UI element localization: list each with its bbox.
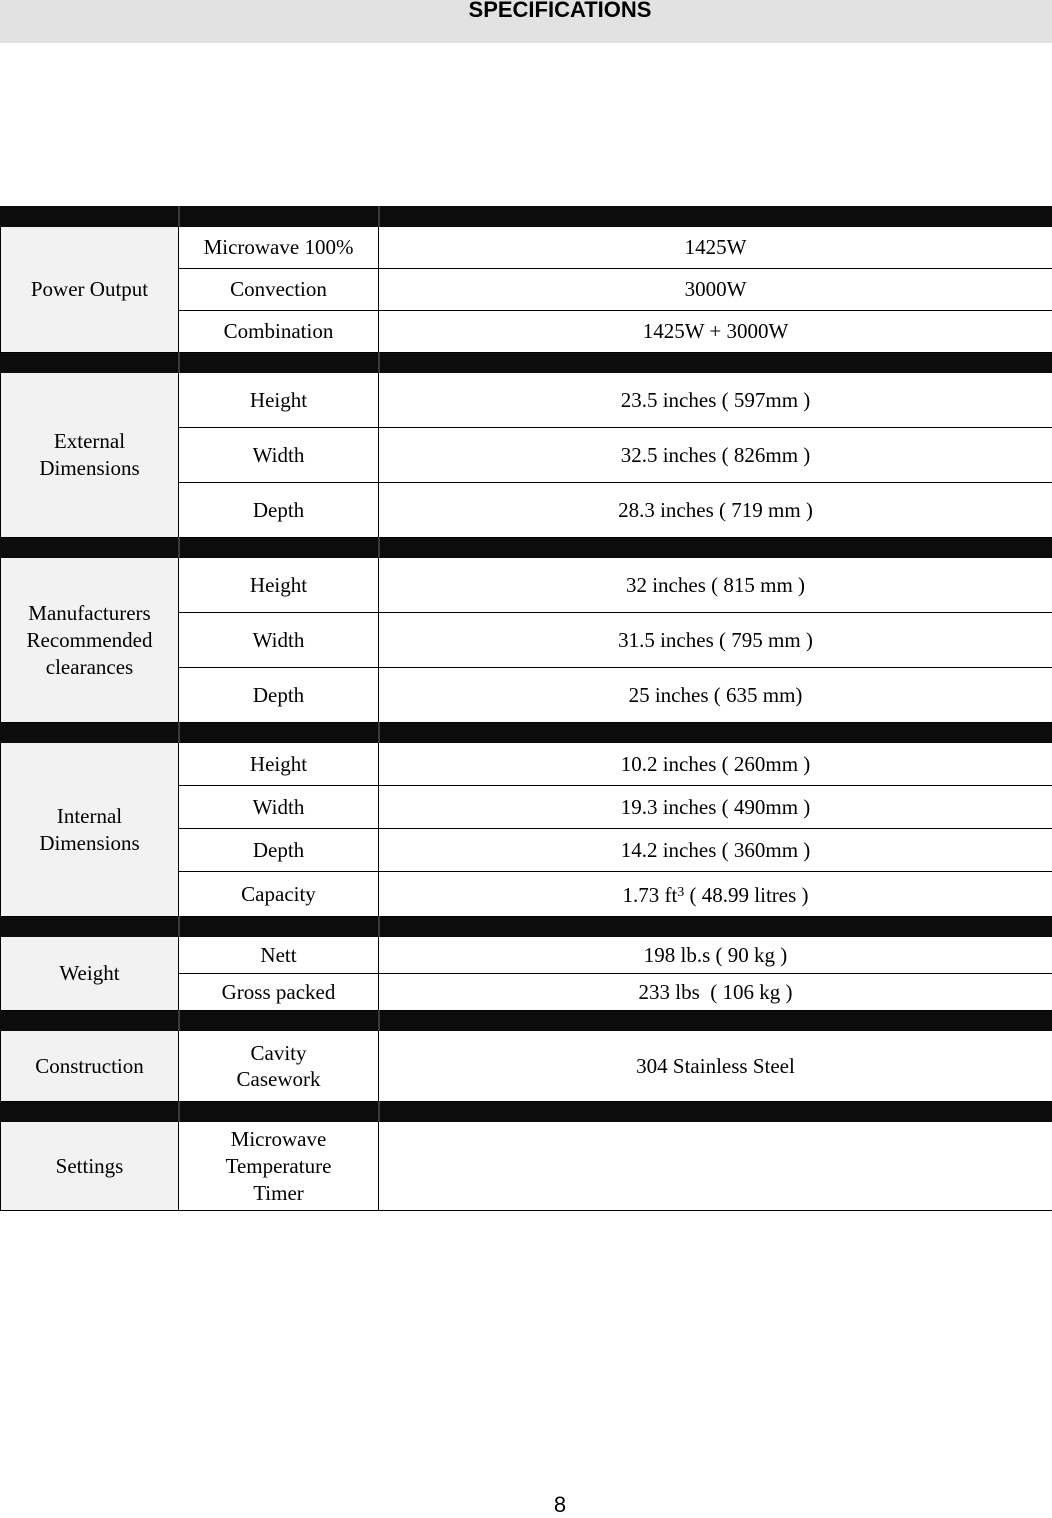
value-cell: 19.3 inches ( 490mm ) [379,786,1052,829]
label-cell: Cavity Casework [179,1031,379,1102]
table-row [1,743,1052,786]
table-row [1,373,1052,428]
label-cell: Microwave 100% [179,227,379,269]
value-cell [379,1122,1052,1211]
label-cell: Width [179,786,379,829]
separator-row [1,353,1052,373]
value-cell: 14.2 inches ( 360mm ) [379,829,1052,872]
label-cell: Convection [179,269,379,311]
table-row [1,1122,1052,1211]
separator-row [1,538,1052,558]
category-cell: Settings [1,1122,179,1211]
label-cell: Width [179,613,379,668]
label-cell: Height [179,373,379,428]
label-cell: Capacity [179,872,379,917]
specifications-table [0,206,1052,1211]
value-cell: 31.5 inches ( 795 mm ) [379,613,1052,668]
separator-row [1,917,1052,937]
value-cell: 1425W [379,227,1052,269]
label-cell: Width [179,428,379,483]
category-cell: Weight [1,937,179,1011]
value-cell: 25 inches ( 635 mm) [379,668,1052,723]
value-cell: 198 lb.s ( 90 kg ) [379,937,1052,974]
label-cell: Gross packed [179,974,379,1011]
separator-row [1,1011,1052,1031]
table-row [1,937,1052,974]
header-bar [0,0,1052,43]
label-cell: Depth [179,668,379,723]
category-cell: Internal Dimensions [1,743,179,917]
value-cell: 233 lbs ( 106 kg ) [379,974,1052,1011]
label-cell: Depth [179,483,379,538]
category-cell: Construction [1,1031,179,1102]
category-cell: External Dimensions [1,373,179,538]
category-cell: Power Output [1,227,179,353]
table-row [1,227,1052,269]
label-cell: Height [179,743,379,786]
value-cell: 32 inches ( 815 mm ) [379,558,1052,613]
table-row [1,1031,1052,1102]
page-number: 8 [0,1492,1052,1518]
value-cell: 10.2 inches ( 260mm ) [379,743,1052,786]
value-cell: 1425W + 3000W [379,311,1052,353]
value-cell: 32.5 inches ( 826mm ) [379,428,1052,483]
value-cell: 1.73 $ft^3$ ( 48.99 litres ) [379,872,1052,917]
separator-row [1,207,1052,227]
page-title: SPECIFICATIONS [0,0,1052,23]
category-cell: Manufacturers Recommended clearances [1,558,179,723]
table-row [1,558,1052,613]
value-cell: 3000W [379,269,1052,311]
label-cell: Nett [179,937,379,974]
label-cell: Combination [179,311,379,353]
label-cell: Depth [179,829,379,872]
separator-row [1,723,1052,743]
label-cell: Microwave Temperature Timer [179,1122,379,1211]
value-cell: 23.5 inches ( 597mm ) [379,373,1052,428]
value-cell: 28.3 inches ( 719 mm ) [379,483,1052,538]
label-cell: Height [179,558,379,613]
value-cell: 304 Stainless Steel [379,1031,1052,1102]
separator-row [1,1102,1052,1122]
